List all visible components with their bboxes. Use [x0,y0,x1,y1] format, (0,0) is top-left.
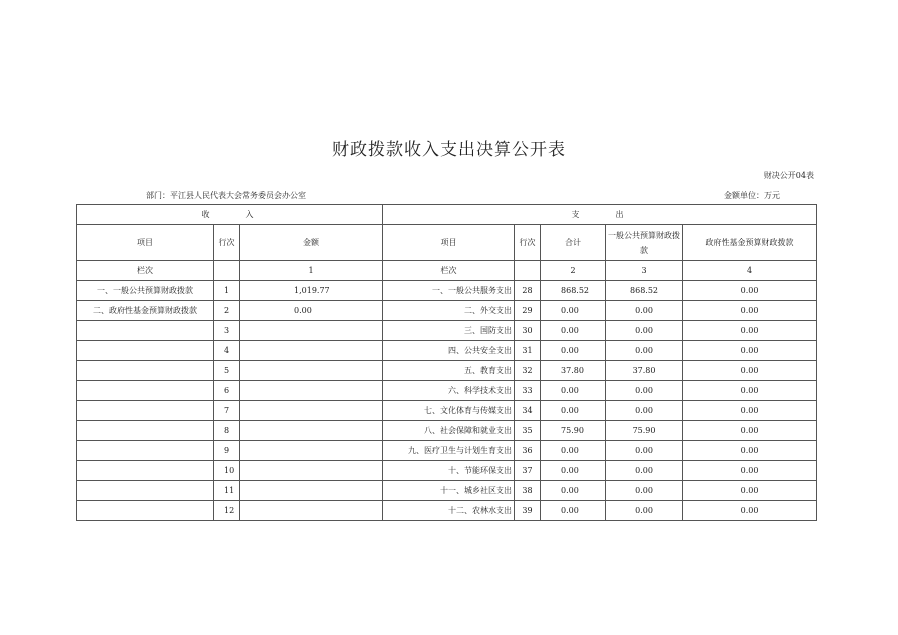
expense-total-cell: 75.90 [541,421,606,441]
income-item-cell [77,421,214,441]
expense-general-cell: 0.00 [606,461,683,481]
expense-total-cell: 0.00 [541,341,606,361]
expense-total-cell: 0.00 [541,301,606,321]
amount-unit-label: 金额单位：万元 [724,191,780,200]
income-item-cell [77,461,214,481]
expense-total-cell: 0.00 [541,501,606,521]
income-section-header: 收 入 [77,205,383,225]
expense-row-no-cell: 39 [515,501,541,521]
income-amount-cell [240,401,383,421]
expense-fund-cell: 0.00 [683,321,817,341]
income-row-no-cell: 8 [214,421,240,441]
expense-row-no-cell: 32 [515,361,541,381]
income-item-cell [77,361,214,381]
expense-total-cell: 0.00 [541,461,606,481]
expense-row-no-cell: 28 [515,281,541,301]
col-expense-item: 项目 [383,225,515,261]
income-amount-cell [240,381,383,401]
expense-fund-cell: 0.00 [683,301,817,321]
expense-row-no-cell: 38 [515,481,541,501]
column-header-row [77,225,817,261]
expense-item-cell: 十二、农林水支出 [383,501,515,521]
expense-general-cell: 0.00 [606,381,683,401]
col-expense-fund: 政府性基金预算财政拨款 [683,225,817,261]
expense-item-cell: 二、外交支出 [383,301,515,321]
table-row [77,281,817,301]
index-expense-label: 栏次 [383,261,515,281]
income-item-cell [77,441,214,461]
expense-item-cell: 十、节能环保支出 [383,461,515,481]
index-expense-total: 2 [541,261,606,281]
section-header-row [77,205,817,225]
expense-item-cell: 十一、城乡社区支出 [383,481,515,501]
index-expense-fund: 4 [683,261,817,281]
expense-general-cell: 0.00 [606,441,683,461]
income-row-no-cell: 9 [214,441,240,461]
income-item-cell: 一、一般公共预算财政拨款 [77,281,214,301]
expense-fund-cell: 0.00 [683,381,817,401]
income-item-cell [77,341,214,361]
income-amount-cell: 1,019.77 [240,281,383,301]
table-row [77,341,817,361]
expense-row-no-cell: 36 [515,441,541,461]
income-amount-cell [240,501,383,521]
table-row [77,381,817,401]
table-row [77,441,817,461]
income-item-cell: 二、政府性基金预算财政拨款 [77,301,214,321]
expense-item-cell: 一、一般公共服务支出 [383,281,515,301]
income-amount-cell [240,441,383,461]
department-label: 部门：平江县人民代表大会常务委员会办公室 [146,191,306,200]
report-title: 财政拨款收入支出决算公开表 [332,140,566,160]
income-item-cell [77,381,214,401]
table-row [77,401,817,421]
expense-total-cell: 37.80 [541,361,606,381]
expense-general-cell: 0.00 [606,301,683,321]
expense-total-cell: 868.52 [541,281,606,301]
col-income-item: 项目 [77,225,214,261]
income-item-cell [77,401,214,421]
expense-fund-cell: 0.00 [683,361,817,381]
income-row-no-cell: 12 [214,501,240,521]
expense-fund-cell: 0.00 [683,481,817,501]
table-row [77,461,817,481]
index-income-label: 栏次 [77,261,214,281]
expense-row-no-cell: 37 [515,461,541,481]
income-item-cell [77,481,214,501]
col-expense-total: 合计 [541,225,606,261]
income-item-cell [77,501,214,521]
income-row-no-cell: 2 [214,301,240,321]
col-expense-general: 一般公共预算财政拨款 [606,225,683,261]
income-row-no-cell: 3 [214,321,240,341]
budget-table [76,204,817,521]
income-amount-cell [240,321,383,341]
expense-fund-cell: 0.00 [683,401,817,421]
expense-general-cell: 0.00 [606,481,683,501]
expense-item-cell: 九、医疗卫生与计划生育支出 [383,441,515,461]
income-item-cell [77,321,214,341]
expense-total-cell: 0.00 [541,401,606,421]
expense-item-cell: 六、科学技术支出 [383,381,515,401]
income-row-no-cell: 10 [214,461,240,481]
column-index-row [77,261,817,281]
index-income-amount: 1 [240,261,383,281]
expense-row-no-cell: 33 [515,381,541,401]
expense-general-cell: 0.00 [606,341,683,361]
expense-item-cell: 三、国防支出 [383,321,515,341]
expense-fund-cell: 0.00 [683,461,817,481]
income-amount-cell [240,421,383,441]
index-income-row-no [214,261,240,281]
income-row-no-cell: 11 [214,481,240,501]
expense-section-header: 支 出 [383,205,817,225]
expense-general-cell: 0.00 [606,321,683,341]
expense-general-cell: 868.52 [606,281,683,301]
expense-total-cell: 0.00 [541,481,606,501]
income-row-no-cell: 6 [214,381,240,401]
expense-row-no-cell: 35 [515,421,541,441]
form-number: 财决公开04表 [763,171,814,180]
income-row-no-cell: 5 [214,361,240,381]
income-row-no-cell: 1 [214,281,240,301]
col-income-row-no: 行次 [214,225,240,261]
table-row [77,481,817,501]
income-row-no-cell: 4 [214,341,240,361]
expense-total-cell: 0.00 [541,441,606,461]
expense-item-cell: 四、公共安全支出 [383,341,515,361]
table-row [77,501,817,521]
table-row [77,301,817,321]
expense-total-cell: 0.00 [541,381,606,401]
index-expense-row-no [515,261,541,281]
expense-general-cell: 37.80 [606,361,683,381]
expense-general-cell: 75.90 [606,421,683,441]
expense-item-cell: 五、教育支出 [383,361,515,381]
expense-general-cell: 0.00 [606,401,683,421]
income-amount-cell [240,361,383,381]
expense-fund-cell: 0.00 [683,341,817,361]
expense-item-cell: 八、社会保障和就业支出 [383,421,515,441]
table-row [77,361,817,381]
income-row-no-cell: 7 [214,401,240,421]
expense-fund-cell: 0.00 [683,501,817,521]
col-expense-row-no: 行次 [515,225,541,261]
expense-row-no-cell: 30 [515,321,541,341]
income-amount-cell [240,481,383,501]
expense-general-cell: 0.00 [606,501,683,521]
index-expense-general: 3 [606,261,683,281]
expense-fund-cell: 0.00 [683,441,817,461]
col-income-amount: 金额 [240,225,383,261]
expense-fund-cell: 0.00 [683,421,817,441]
expense-row-no-cell: 31 [515,341,541,361]
income-amount-cell [240,341,383,361]
income-amount-cell: 0.00 [240,301,383,321]
expense-item-cell: 七、文化体育与传媒支出 [383,401,515,421]
table-row [77,421,817,441]
expense-total-cell: 0.00 [541,321,606,341]
expense-row-no-cell: 34 [515,401,541,421]
expense-row-no-cell: 29 [515,301,541,321]
table-row [77,321,817,341]
expense-fund-cell: 0.00 [683,281,817,301]
income-amount-cell [240,461,383,481]
